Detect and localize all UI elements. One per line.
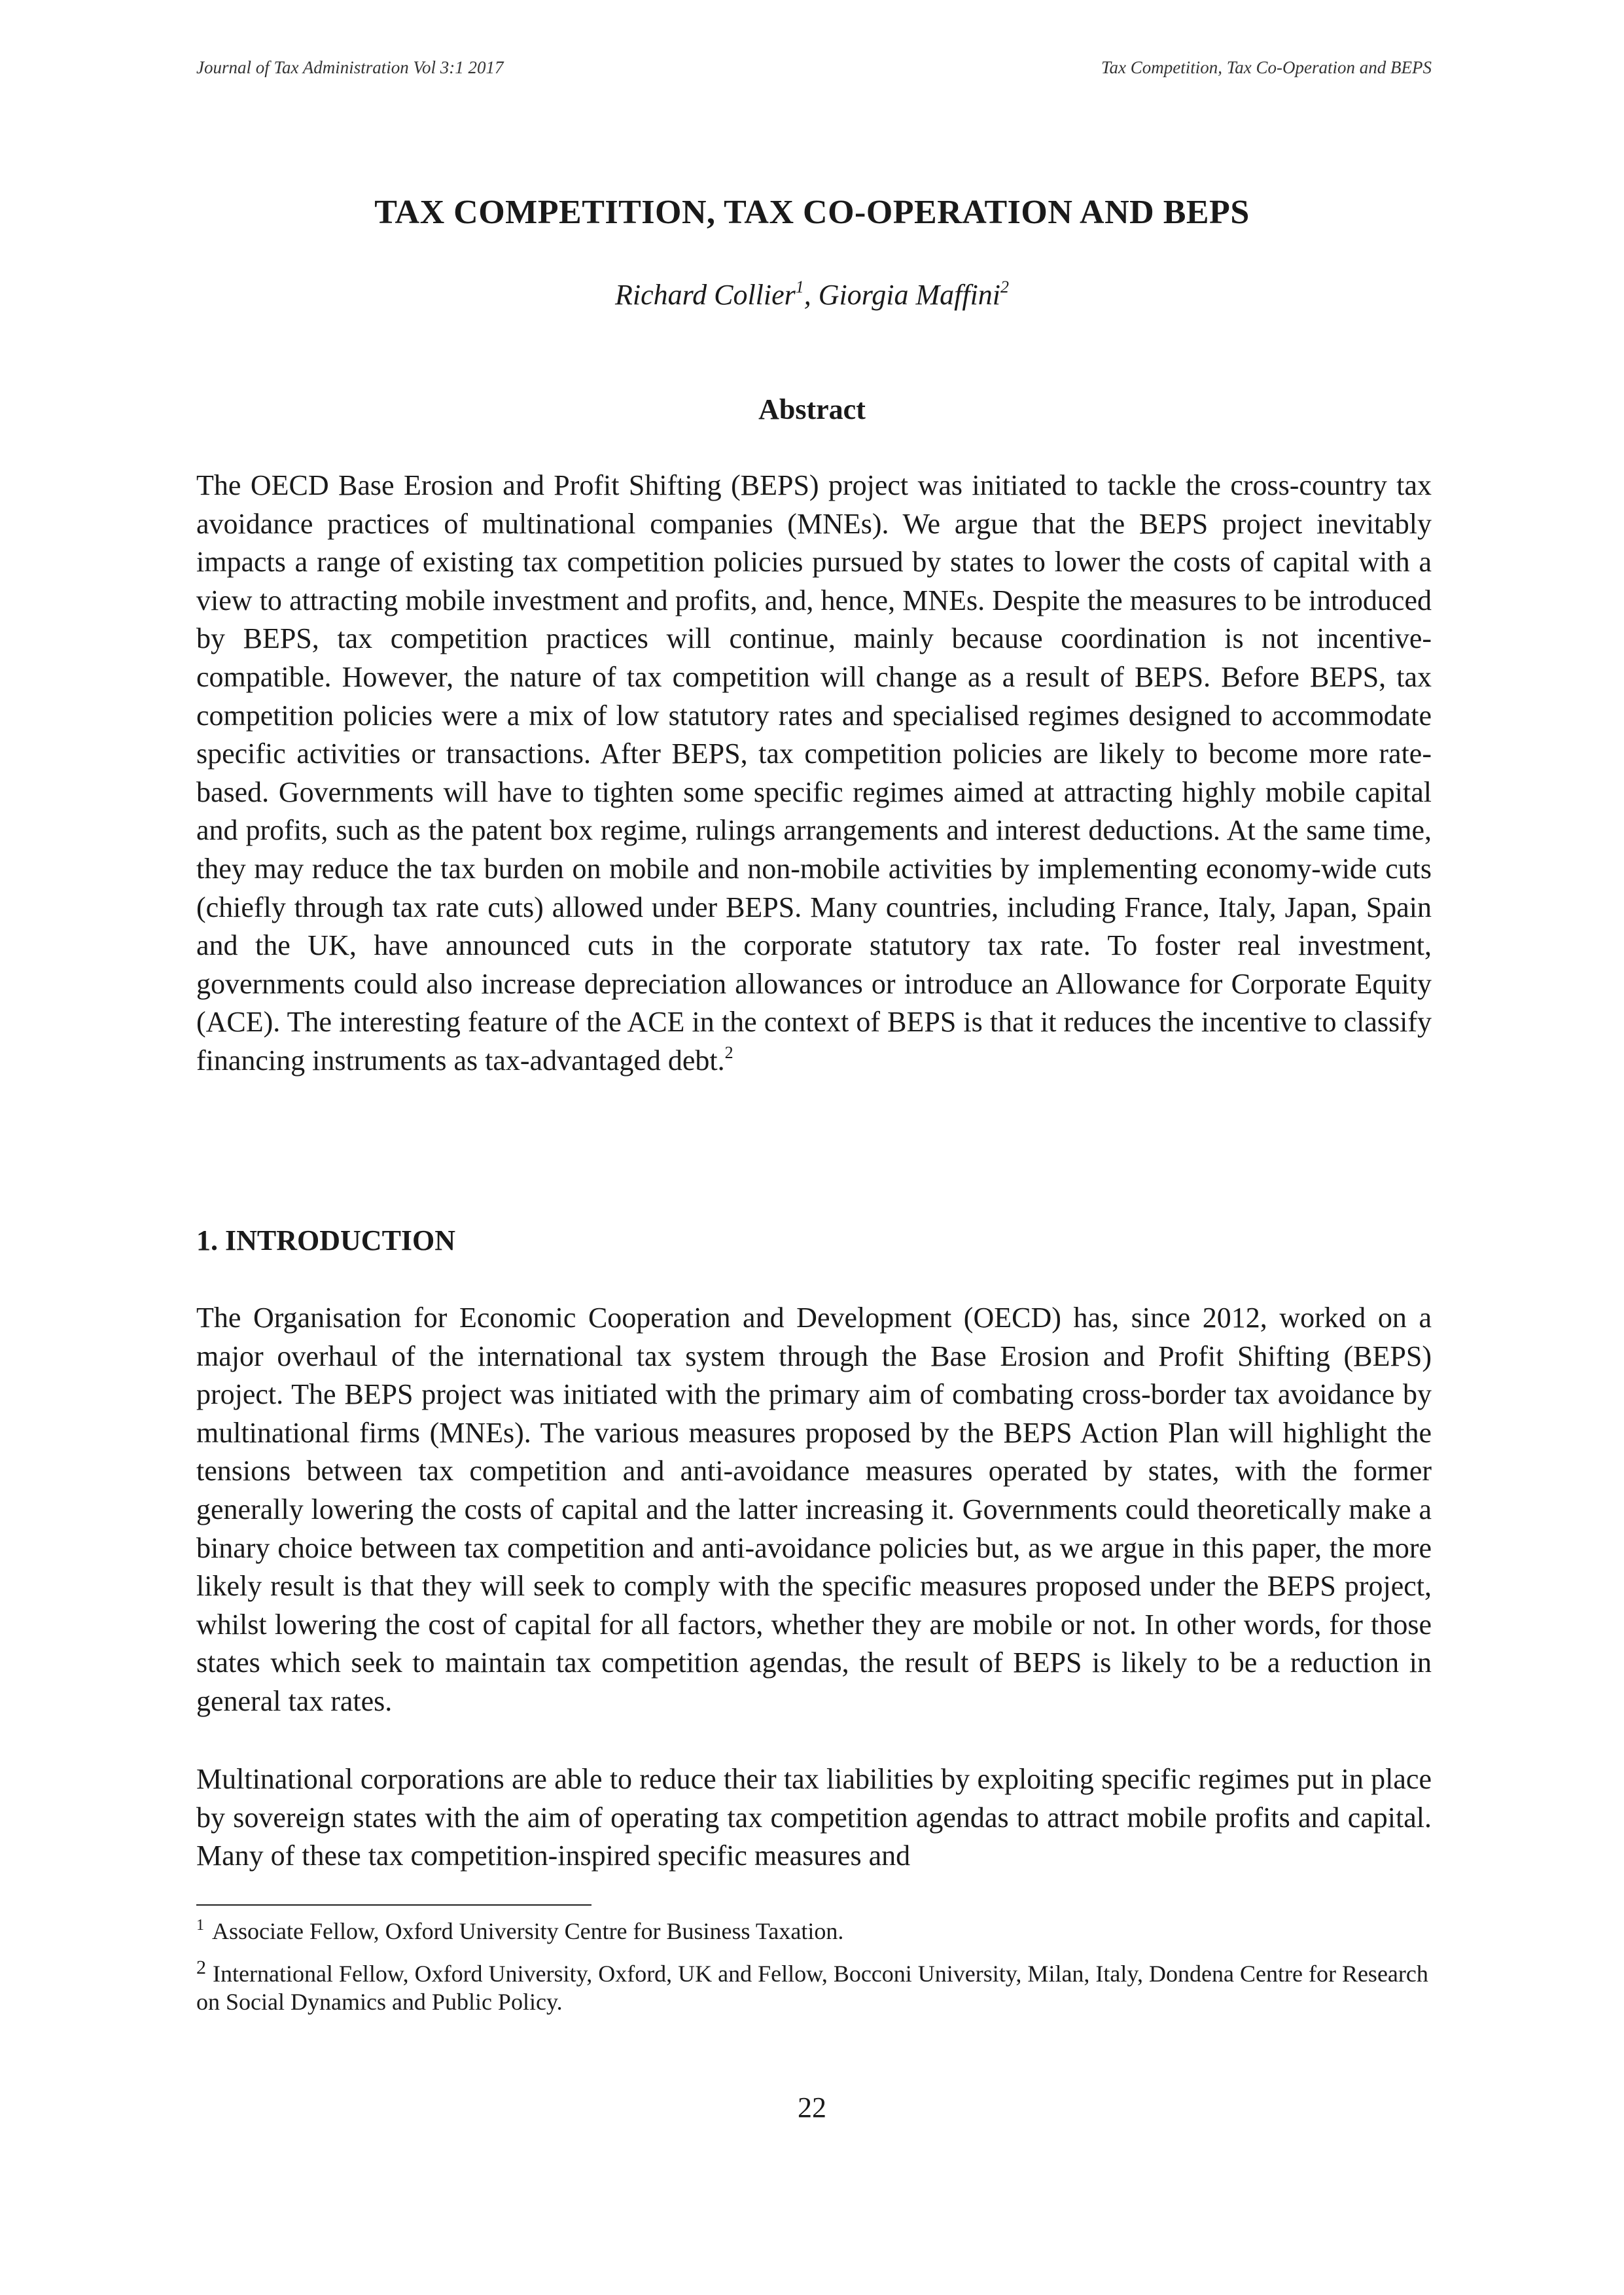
page-number: 22 <box>798 2091 826 2124</box>
footnote-mark: 2 <box>1000 277 1010 296</box>
footnote <box>196 1957 1432 2016</box>
footnote-text: International Fellow, Oxford University, Oxford, UK and Fellow, Bocconi University, Milan, Italy, Dondena Centre for Research on Social Dynamics and Public Policy. <box>196 1961 1428 2015</box>
footnote-divider <box>196 1904 591 1906</box>
journal-citation: Journal of Tax Administration Vol 3:1 2017 <box>196 58 504 77</box>
author-separator: , <box>803 279 819 311</box>
footnote-mark: 2 <box>724 1042 733 1062</box>
footnote-mark: 2 <box>196 1957 206 1978</box>
footnote-mark: 1 <box>795 277 804 296</box>
abstract-body: The OECD Base Erosion and Profit Shifting (BEPS) project was initiated to tackle the cross-country tax avoidance practices of multinational companies (MNEs). We argue that the BEPS project inevitably impacts a range of existing tax competition policies pursued by states to lower the costs of capital with a view to attracting mobile investment and profits, and, hence, MNEs. Despite the measures to be introduced by BEPS, tax competition practices will continue, mainly because coordination is not incentive-compatible. However, the nature of tax competition will change as a result of BEPS. Before BEPS, tax competition policies were a mix of low statutory rates and specialised regimes designed to accommodate specific activities or transactions. After BEPS, tax competition policies are likely to become more rate-based. Governments will have to tighten some specific regimes aimed at attracting highly mobile capital and profits, such as the patent box regime, rulings arrangements and interest deductions. At the same time, they may reduce the tax burden on mobile and non-mobile activities by implementing economy-wide cuts (chiefly through tax rate cuts) allowed under BEPS. Many countries, including France, Italy, Japan, Spain and the UK, have announced cuts in the corporate statutory tax rate. To foster real investment, governments could also increase depreciation allowances or introduce an Allowance for Corporate Equity (ACE). The interesting feature of the ACE in the context of BEPS is that it reduces the incentive to classify financing instruments as tax-advantaged debt. <box>196 469 1432 1076</box>
section-heading: 1. INTRODUCTION <box>196 1224 456 1256</box>
running-header <box>196 58 1432 84</box>
paper-title: TAX COMPETITION, TAX CO-OPERATION AND BEPS <box>374 194 1250 231</box>
body-paragraph: The Organisation for Economic Cooperation and Development (OECD) has, since 2012, worked on a major overhaul of the international tax system through the Base Erosion and Profit Shifting (BEPS) project. The BEPS project was initiated with the primary aim of combating cross-border tax avoidance by multinational firms (MNEs). The various measures proposed by the BEPS Action Plan will highlight the tensions between tax competition and anti-avoidance measures operated by states, with the former generally lowering the costs of capital and the latter increasing it. Governments could theoretically make a binary choice between tax competition and anti-avoidance policies but, as we argue in this paper, the more likely result is that they will seek to comply with the specific measures proposed under the BEPS project, whilst lowering the cost of capital for all factors, whether they are mobile or not. In other words, for those states which seek to maintain tax competition agendas, the result of BEPS is likely to be a reduction in general tax rates. <box>196 1302 1432 1717</box>
abstract-heading: Abstract <box>758 393 866 425</box>
footnote-mark: 1 <box>196 1917 204 1934</box>
author-line <box>0 278 1624 311</box>
footnote-text: Associate Fellow, Oxford University Centre for Business Taxation. <box>212 1918 844 1944</box>
running-title: Tax Competition, Tax Co-Operation and BEPS <box>1101 58 1432 77</box>
body-paragraph: Multinational corporations are able to reduce their tax liabilities by exploiting specific regimes put in place by sovereign states with the aim of operating tax competition agendas to attract mobile profits and capital. Many of these tax competition-inspired specific measures and <box>196 1763 1432 1872</box>
footnote <box>196 1917 1432 1946</box>
author-name: Giorgia Maffini <box>818 279 1001 311</box>
abstract-text <box>196 467 1432 1080</box>
author-name: Richard Collier <box>614 279 796 311</box>
